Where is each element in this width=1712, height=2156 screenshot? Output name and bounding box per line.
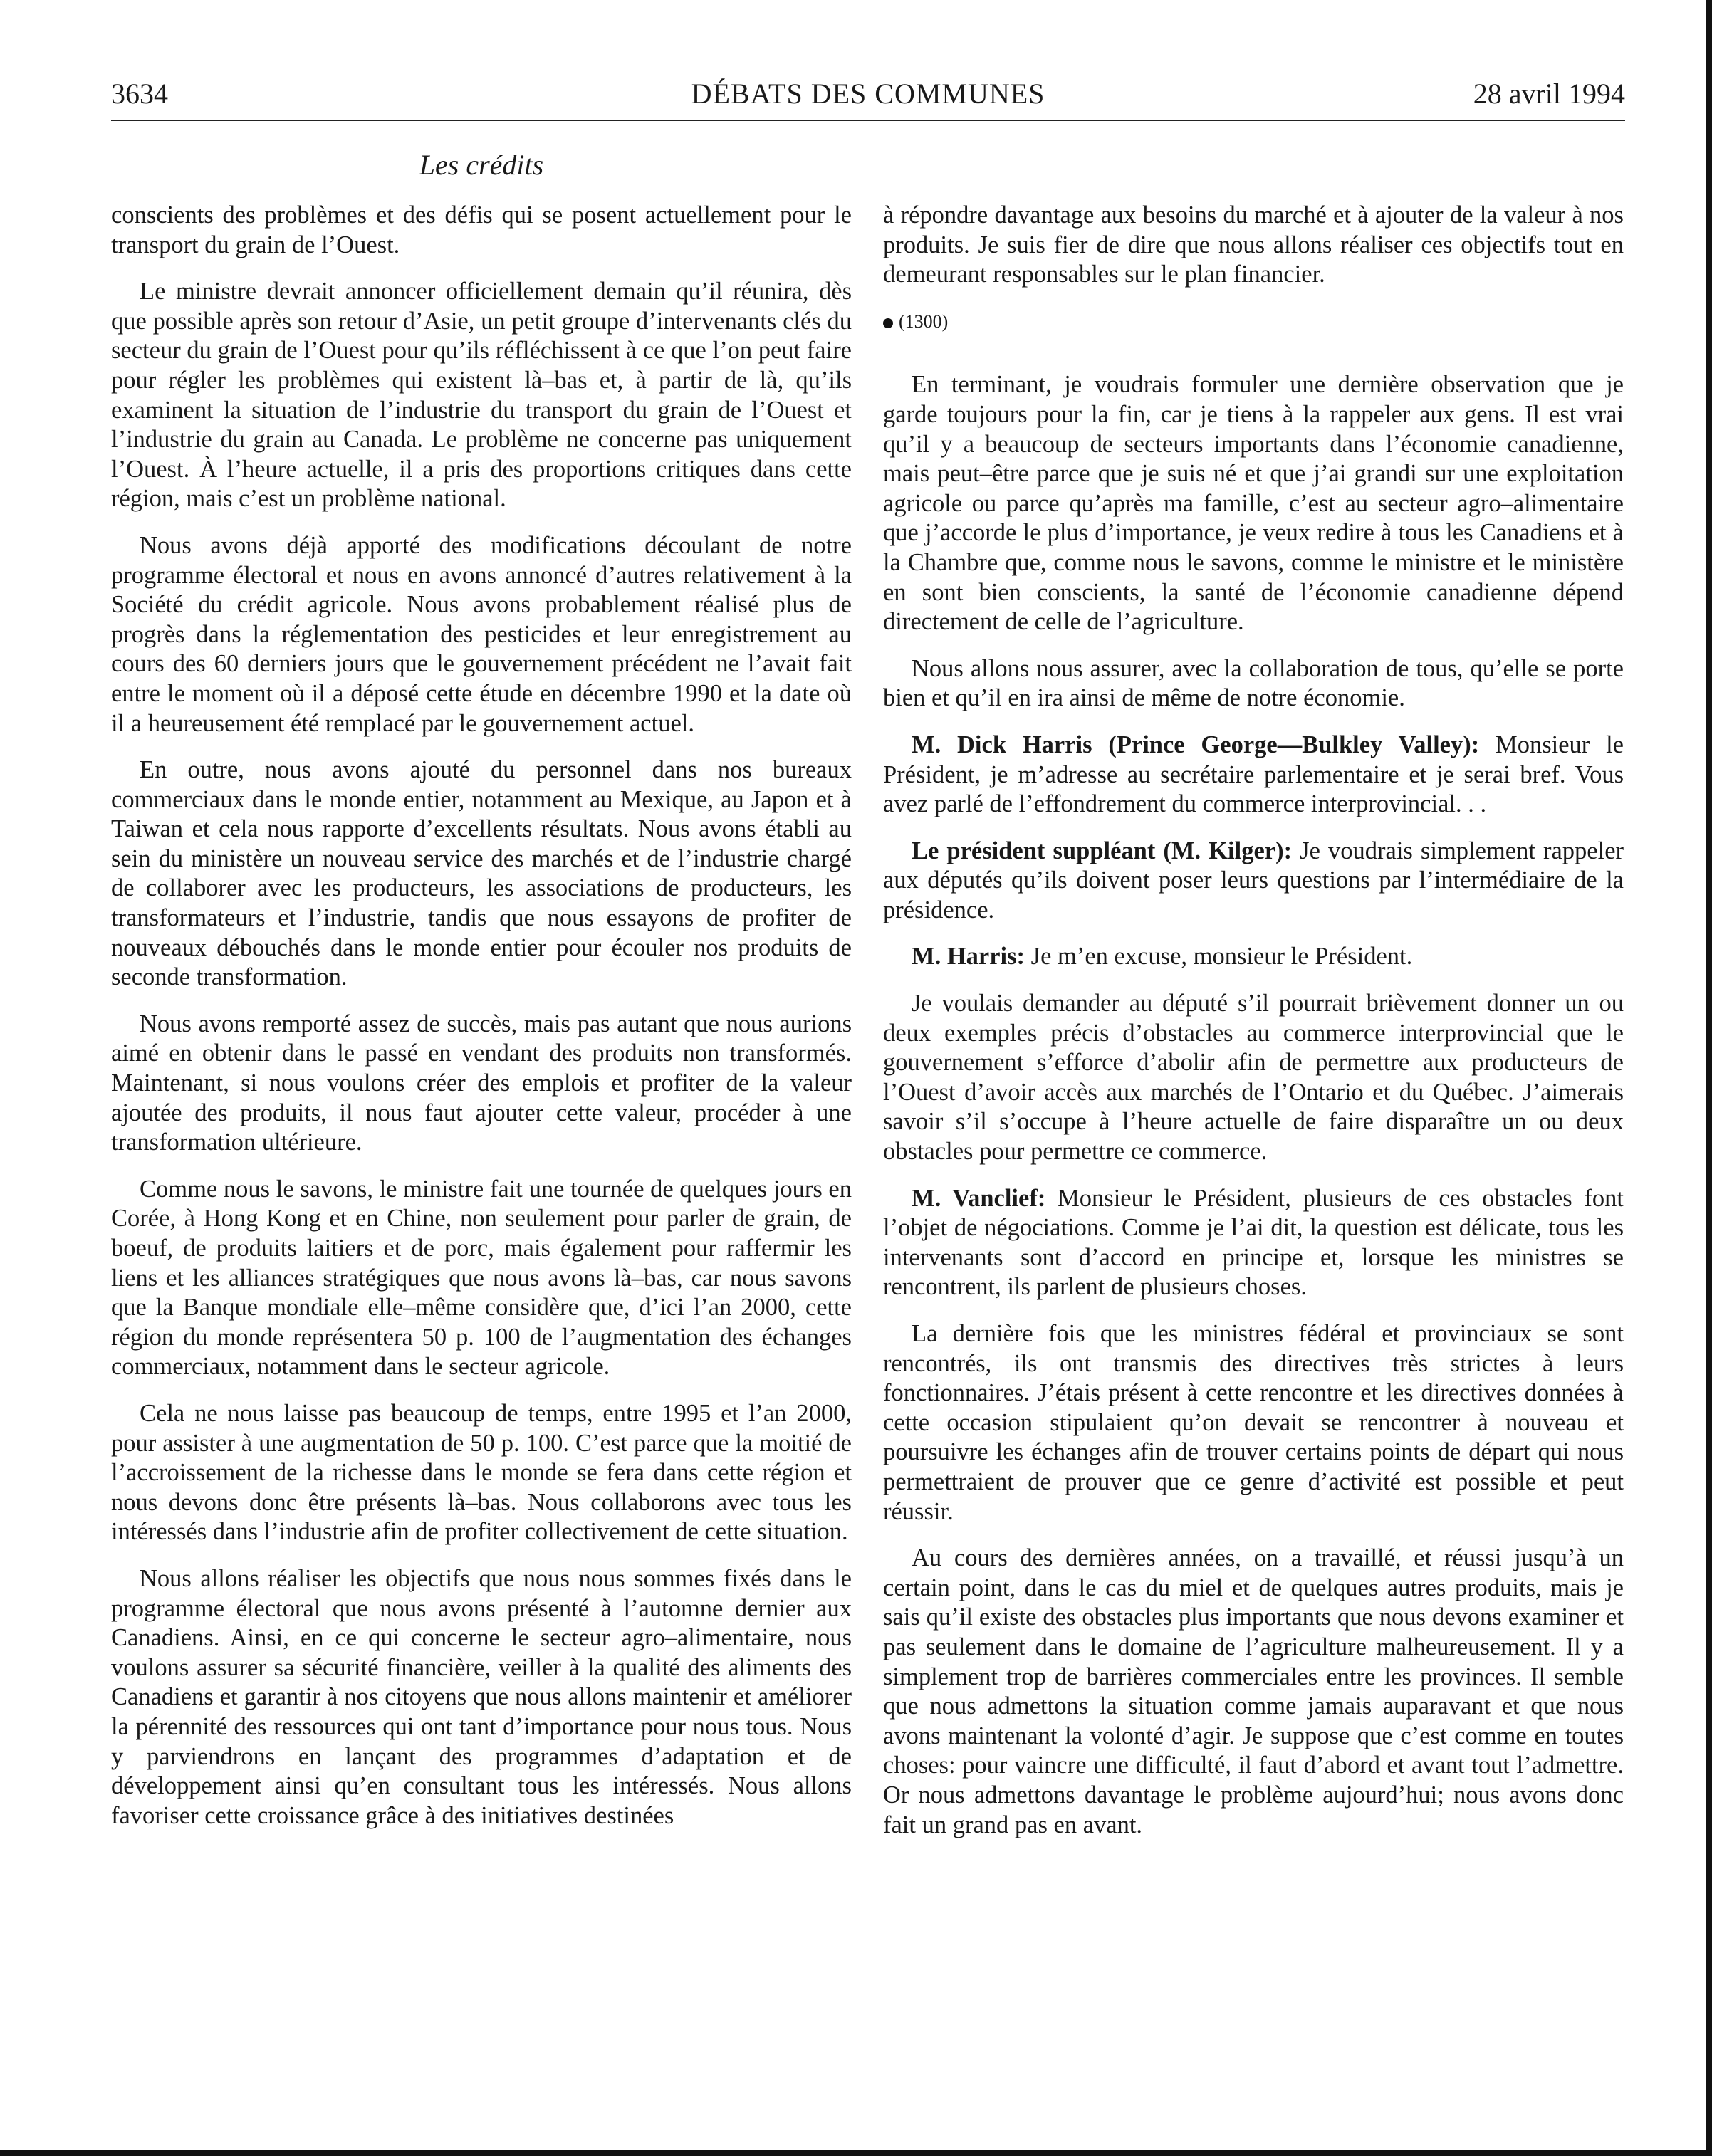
paragraph: Nous avons déjà apporté des modifications découlant de notre programme électoral et nous en avons annoncé d’autres relativement à la Société du crédit agricole. Nous avons probablement réalisé plus de progrès dans la réglementation des pesticides et leur enregistrement au cours des 60 derniers jours que le gouvernement précédent ne l’avait fait entre le moment où il a déposé cette étude en décembre 1990 et la date où il a heureusement été remplacé par le gouvernement actuel. — [111, 531, 852, 737]
paragraph: Nous avons remporté assez de succès, mais pas autant que nous aurions aimé en obtenir dans le passé en vendant des produits non transformés. Maintenant, si nous voulons créer des emplois et profiter de la valeur ajoutée des produits, il nous faut ajouter cette valeur, procéder à une transformation ultérieure. — [111, 1010, 852, 1156]
section-label: Les crédits — [419, 149, 544, 181]
speaker-name: Le président suppléant (M. Kilger): — [912, 837, 1293, 864]
paragraph: Nous allons réaliser les objectifs que nous nous sommes fixés dans le programme électoral que nous avons présenté à l’automne dernier aux Canadiens. Ainsi, en ce qui concerne le secteur agro–alimentaire, nous voulons assurer sa sécurité financière, veiller à la qualité des aliments des Canadiens et garantir à nos citoyens que nous allons maintenir et améliorer la pérennité des ressources qui ont tant d’importance pour nous tous. Nous y parviendrons en lançant des programmes d’adaptation et de développement ainsi qu’en consultant tous les intéressés. Nous allons favoriser cette croissance grâce à des initiatives destinées — [111, 1564, 852, 1829]
bullet-icon — [883, 318, 893, 328]
speaker-name: M. Vanclief: — [912, 1184, 1046, 1212]
paragraph: Le ministre devrait annoncer officiellement demain qu’il réunira, dès que possible après son retour d’Asie, un petit groupe d’intervenants clés du secteur du grain de l’Ouest pour qu’ils réfléchissent à ce que l’on peut faire pour régler les problèmes qui existent là–bas et, à partir de là, qu’ils examinent la situation de l’industrie du transport du grain de l’Ouest et l’industrie du grain au Canada. Le problème ne concerne pas uniquement l’Ouest. À l’heure actuelle, il a pris des proportions critiques dans cette région, mais c’est un problème national. — [111, 278, 852, 513]
publication-title: DÉBATS DES COMMUNES — [691, 78, 1045, 110]
time-mark — [883, 307, 1624, 337]
intervention-kilger — [883, 837, 1624, 926]
page-number: 3634 — [111, 78, 168, 110]
sitting-date: 28 avril 1994 — [1473, 78, 1625, 110]
paragraph: à répondre davantage aux besoins du marché et à ajouter de la valeur à nos produits. Je suis fier de dire que nous allons réaliser ces objectifs tout en demeurant responsables sur le plan financier. — [883, 202, 1624, 288]
paragraph: Comme nous le savons, le ministre fait une tournée de quelques jours en Corée, à Hong Kong et en Chine, non seulement pour parler de grain, de boeuf, de produits laitiers et de porc, mais également pour raffermir les liens et les alliances stratégiques que nous avons là–bas, car nous savons que la Banque mondiale elle–même considère que, d’ici l’an 2000, cette région du monde représentera 50 p. 100 de l’augmentation des échanges commerciaux, notamment dans le secteur agricole. — [111, 1175, 852, 1381]
intervention-text: Monsieur le Président, je m’adresse au secrétaire parlementaire et je serai bref. Vous avez parlé de l’effondrement du commerce interprovincial. . . — [883, 731, 1624, 818]
intervention-text: Monsieur le Président, plusieurs de ces obstacles font l’objet de négociations. Comme je l’ai dit, la question est délicate, tous les intervenants sont d’accord en principe et, lorsque les ministres se rencontrent, ils parlent de plusieurs choses. — [883, 1184, 1624, 1301]
intervention-text: Je m’en excuse, monsieur le Président. — [1025, 943, 1413, 970]
page-header — [111, 77, 1625, 121]
intervention-text: Je voudrais simplement rappeler aux députés qu’ils doivent poser leurs questions par l’intermédiaire de la présidence. — [883, 837, 1624, 923]
paragraph: Au cours des dernières années, on a travaillé, et réussi jusqu’à un certain point, dans le cas du miel et de quelques autres produits, mais je sais qu’il existe des obstacles plus importants que nous devons examiner et pas seulement dans le domaine de l’agriculture malheureusement. Il y a simplement trop de barrières commerciales entre les provinces. Il semble que nous admettons la situation comme jamais auparavant et que nous avons maintenant la volonté d’agir. Je suppose que c’est comme en toutes choses: pour vaincre une difficulté, il faut d’abord et avant tout l’admettre. Or nous admettons davantage le problème aujourd’hui; nous avons donc fait un grand pas en avant. — [883, 1544, 1624, 1838]
paragraph: La dernière fois que les ministres fédéral et provinciaux se sont rencontrés, ils ont transmis des directives très strictes à leurs fonctionnaires. J’étais présent à cette rencontre et les directives données à cette occasion stipulaient qu’on devait se rencontrer à nouveau et poursuivre les échanges afin de trouver certains points de départ qui nous permettraient de prouver que ce genre d’activité est possible et peut réussir. — [883, 1320, 1624, 1525]
right-column — [883, 201, 1624, 1857]
intervention-harris-2 — [883, 942, 1624, 972]
paragraph: conscients des problèmes et des défis qui se posent actuellement pour le transport du grain de l’Ouest. — [111, 202, 852, 258]
paragraph: Cela ne nous laisse pas beaucoup de temps, entre 1995 et l’an 2000, pour assister à une augmentation de 50 p. 100. C’est parce que la moitié de l’accroissement de la richesse dans le monde se fera dans cette région et nous devons donc être présents là–bas. Nous collaborons avec tous les intéressés dans l’industrie afin de profiter collectivement de cette situation. — [111, 1399, 852, 1546]
paragraph: En outre, nous avons ajouté du personnel dans nos bureaux commerciaux dans le monde entier, notamment au Mexique, au Japon et à Taiwan et cela nous rapporte d’excellents résultats. Nous avons établi au sein du ministère un nouveau service des marchés et de l’industrie chargé de collaborer avec les producteurs, les associations de producteurs, les transformateurs et l’industrie, tandis que nous essayons de profiter de nouveaux débouchés dans le monde entier pour écouler nos produits de seconde transformation. — [111, 756, 852, 991]
time-mark-text: (1300) — [899, 310, 949, 332]
speaker-name: M. Dick Harris (Prince George—Bulkley Valley): — [912, 731, 1480, 758]
speaker-name: M. Harris: — [912, 943, 1025, 970]
intervention-harris — [883, 731, 1624, 820]
paragraph: Nous allons nous assurer, avec la collaboration de tous, qu’elle se porte bien et qu’il en ira ainsi de même de notre économie. — [883, 654, 1624, 712]
paragraph: Je voulais demander au député s’il pourrait brièvement donner un ou deux exemples précis d’obstacles au commerce interprovincial que le gouvernement s’efforce d’abolir afin de permettre aux producteurs de l’Ouest d’avoir accès aux marchés de l’Ontario et du Québec. J’aimerais savoir s’il s’occupe à l’heure actuelle de faire disparaître un ou deux obstacles pour permettre ce commerce. — [883, 990, 1624, 1166]
left-column — [111, 201, 852, 1848]
intervention-vanclief — [883, 1184, 1624, 1302]
paragraph: En terminant, je voudrais formuler une dernière observation que je garde toujours pour la fin, car je tiens à la rappeler aux gens. Il est vrai qu’il y a beaucoup de secteurs importants dans l’économie canadienne, mais peut–être parce que je suis né et que j’ai grandi sur une exploitation agricole ou parce qu’après ma famille, c’est au secteur agro–alimentaire que j’accorde le plus d’importance, je veux redire à tous les Canadiens et à la Chambre que, comme nous le savons, comme le ministre et le ministère en sont bien conscients, la santé de l’économie canadienne dépend directement de celle de l’agriculture. — [883, 371, 1624, 636]
